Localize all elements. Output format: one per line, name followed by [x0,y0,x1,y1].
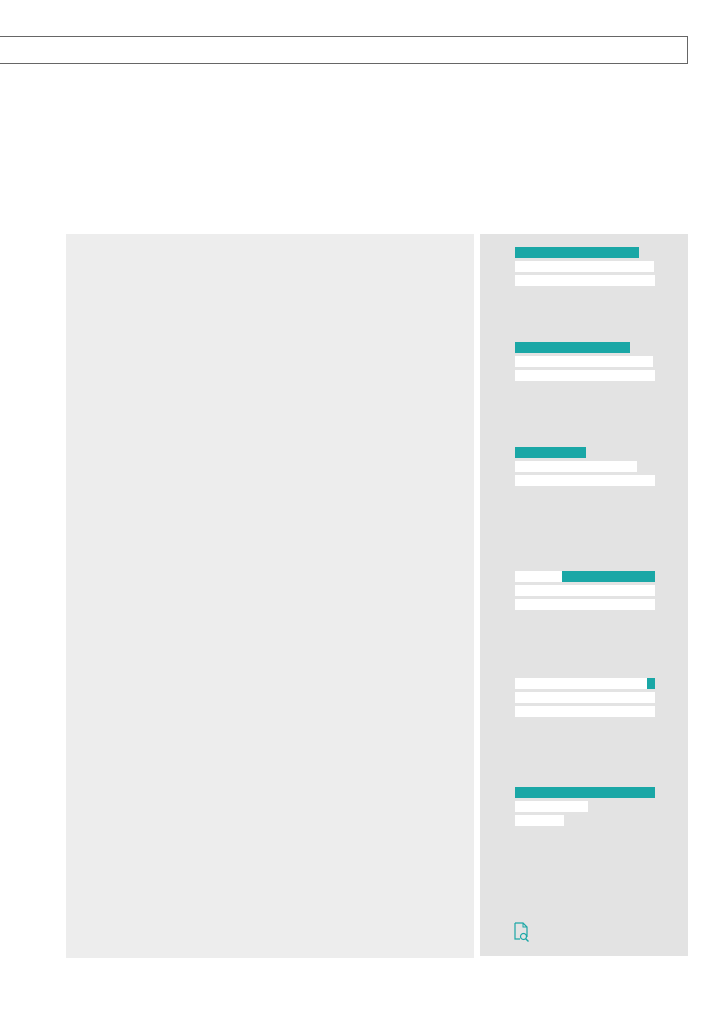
kpi-bar [515,815,564,826]
document-search-icon [513,922,529,942]
kpi-bar-row [515,356,655,370]
kpi-bar [647,678,655,689]
kpi-block [515,444,655,489]
kpi-bar-row [515,370,655,384]
kpi-bar [515,275,655,286]
kpi-bar-row [515,692,655,706]
kpi-bar [562,571,655,582]
kpi-bar [515,342,630,353]
kpi-bar [515,599,655,610]
kpi-bar-row [515,261,655,275]
kpi-bar-row [515,815,655,829]
kpi-bar [515,261,654,272]
kpi-bar [515,692,655,703]
kpi-block [515,568,655,613]
kpi-bar-row [515,801,655,815]
kpi-bar [515,356,653,367]
kpi-bar [515,801,588,812]
kpi-block [515,675,655,720]
more-info-link[interactable] [513,922,663,952]
kpi-bar-row [515,447,655,461]
kpi-bar [516,706,655,717]
kpi-bar-row [515,678,655,692]
header-bar [0,36,688,64]
kpi-bar-row [515,461,655,475]
operational-list [79,256,462,272]
kpi-bar-row [515,787,655,801]
kpi-bar-row [515,571,655,585]
kpi-bar [515,370,655,381]
kpi-bar [515,475,655,486]
kpi-bar-row [515,599,655,613]
kpi-bar-row [515,475,655,489]
kpi-bar-row [515,706,655,720]
kpi-bar-track [515,678,655,689]
kpi-bar-row [515,247,655,261]
kpi-bar-row [515,585,655,599]
kpi-bar [515,247,639,258]
financial-list [79,282,462,338]
kpi-block [515,244,655,289]
kpi-bar-row [515,342,655,356]
kpi-block [515,339,655,384]
kpi-bar [515,787,655,798]
kpi-bar [515,461,637,472]
kpi-bar [569,585,655,596]
content-panel [66,234,474,958]
kpi-block [515,784,655,829]
kpi-bar [515,447,586,458]
kpi-bar-row [515,275,655,289]
kpi-sidebar [480,234,688,956]
